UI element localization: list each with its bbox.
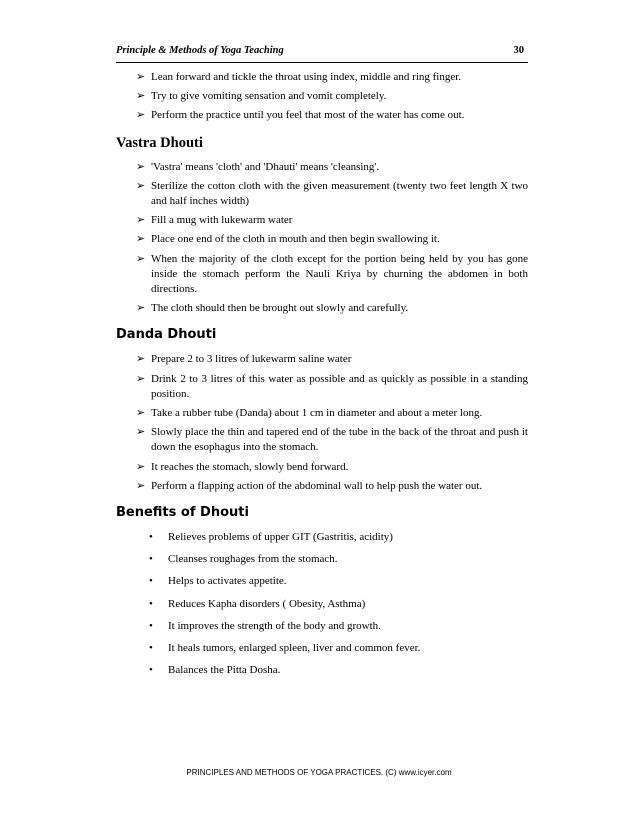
section-title-benefits: Benefits of Dhouti (116, 505, 249, 521)
arrow-bullet-icon: ➢ (136, 479, 146, 492)
bullet-dot-icon: • (149, 664, 153, 677)
list-item: ➢ 'Vastra' means 'cloth' and 'Dhauti' means 'cleansing'. (116, 160, 528, 175)
list-item: ➢ Place one end of the cloth in mouth and then begin swallowing it. (116, 232, 528, 247)
arrow-bullet-icon: ➢ (136, 160, 146, 173)
arrow-bullet-icon: ➢ (136, 233, 146, 246)
danda-list (116, 352, 528, 494)
arrow-bullet-icon: ➢ (136, 214, 146, 227)
list-item: ➢ Take a rubber tube (Danda) about 1 cm in diameter and about a meter long. (116, 406, 528, 421)
intro-list (116, 70, 528, 124)
arrow-bullet-icon: ➢ (136, 252, 146, 265)
bullet-dot-icon: • (149, 642, 153, 654)
arrow-bullet-icon: ➢ (136, 426, 146, 439)
header-title: Principle & Methods of Yoga Teaching (116, 45, 284, 56)
list-item: ➢ Fill a mug with lukewarm water (116, 213, 528, 228)
bullet-dot-icon: • (149, 553, 153, 566)
page-number: 30 (513, 45, 524, 56)
list-item: ➢ Prepare 2 to 3 litres of lukewarm saline water (116, 352, 528, 367)
vastra-list (116, 160, 528, 317)
list-item: • Balances the Pitta Dosha. (149, 664, 281, 677)
list-item: • It improves the strength of the body and growth. (149, 619, 381, 632)
arrow-bullet-icon: ➢ (136, 407, 146, 420)
list-item: ➢ Lean forward and tickle the throat using index, middle and ring finger. (116, 70, 528, 85)
bullet-dot-icon: • (149, 531, 153, 544)
arrow-bullet-icon: ➢ (136, 460, 146, 473)
list-item: • Relieves problems of upper GIT (Gastritis, acidity) (149, 531, 393, 544)
list-item: ➢ It reaches the stomach, slowly bend forward. (116, 460, 528, 475)
section-title-danda: Danda Dhouti (116, 327, 217, 343)
list-item: ➢ Perform the practice until you feel that most of the water has come out. (116, 108, 528, 123)
list-item: ➢ Drink 2 to 3 litres of this water as possible and as quickly as possible in a standing position. (136, 372, 528, 400)
list-item: ➢ Sterilize the cotton cloth with the given measurement (twenty two feet length X two and half inches width) (136, 179, 528, 208)
list-item: ➢ Perform a flapping action of the abdominal wall to help push the water out. (116, 479, 528, 494)
bullet-dot-icon: • (149, 597, 153, 610)
bullet-dot-icon: • (149, 575, 153, 588)
arrow-bullet-icon: ➢ (136, 353, 146, 366)
arrow-bullet-icon: ➢ (136, 302, 146, 315)
arrow-bullet-icon: ➢ (136, 109, 146, 122)
list-item: ➢ Slowly place the thin and tapered end of the tube in the back of the throat and push it down the esophagus into the stomach. (136, 426, 528, 454)
benefits-list (116, 530, 528, 678)
section-title-vastra: Vastra Dhouti (116, 134, 203, 151)
list-item: ➢ The cloth should then be brought out slowly and carefully. (116, 301, 528, 316)
arrow-bullet-icon: ➢ (136, 90, 146, 103)
arrow-bullet-icon: ➢ (136, 372, 146, 385)
arrow-bullet-icon: ➢ (136, 179, 146, 192)
page-header (116, 44, 528, 63)
list-item: • It heals tumors, enlarged spleen, liver and common fever. (149, 642, 421, 654)
arrow-bullet-icon: ➢ (136, 71, 146, 83)
list-item: • Helps to activates appetite. (149, 575, 287, 588)
list-item: ➢ When the majority of the cloth except for the portion being held by you has gone inside the stomach perform the Nauli Kriya by churning the abdomen in both directions. (136, 252, 528, 296)
list-item: • Reduces Kapha disorders ( Obesity, Asthma) (149, 597, 366, 610)
page-content (116, 70, 528, 685)
list-item: ➢ Try to give vomiting sensation and vomit completely. (116, 89, 528, 104)
page-footer: PRINCIPLES AND METHODS OF YOGA PRACTICES. (C) www.icyer.com (186, 768, 452, 777)
list-item: • Cleanses roughages from the stomach. (149, 553, 338, 566)
bullet-dot-icon: • (149, 619, 153, 632)
